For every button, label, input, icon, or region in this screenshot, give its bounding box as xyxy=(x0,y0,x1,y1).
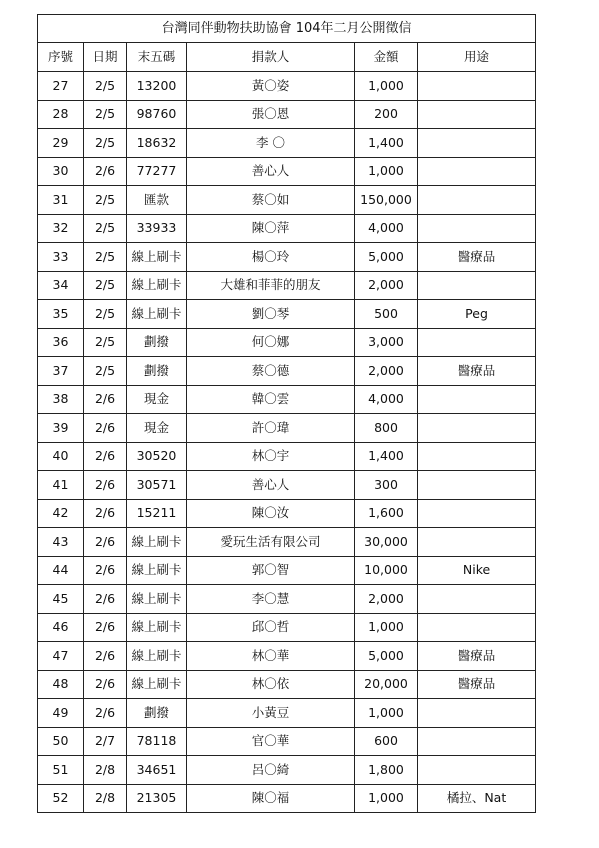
cell-purpose xyxy=(418,442,536,471)
cell-amount: 30,000 xyxy=(355,528,418,557)
cell-donor: 小黃豆 xyxy=(187,699,355,728)
cell-date: 2/6 xyxy=(84,528,127,557)
cell-seq: 38 xyxy=(38,385,84,414)
cell-seq: 52 xyxy=(38,784,84,813)
cell-seq: 27 xyxy=(38,72,84,101)
cell-donor: 郭〇智 xyxy=(187,556,355,585)
cell-amount: 1,000 xyxy=(355,157,418,186)
cell-date: 2/6 xyxy=(84,157,127,186)
cell-seq: 28 xyxy=(38,100,84,129)
cell-donor: 張〇恩 xyxy=(187,100,355,129)
cell-purpose: 橘拉、Nat xyxy=(418,784,536,813)
table-row xyxy=(38,414,536,443)
table-row xyxy=(38,784,536,813)
cell-code: 劃撥 xyxy=(127,699,187,728)
donation-ledger-sheet xyxy=(37,14,535,813)
cell-date: 2/5 xyxy=(84,271,127,300)
table-row xyxy=(38,72,536,101)
cell-seq: 43 xyxy=(38,528,84,557)
cell-seq: 48 xyxy=(38,670,84,699)
table-row xyxy=(38,613,536,642)
cell-date: 2/6 xyxy=(84,499,127,528)
cell-amount: 10,000 xyxy=(355,556,418,585)
cell-donor: 陳〇福 xyxy=(187,784,355,813)
cell-purpose xyxy=(418,100,536,129)
cell-donor: 陳〇汝 xyxy=(187,499,355,528)
cell-code: 線上刷卡 xyxy=(127,613,187,642)
table-row xyxy=(38,670,536,699)
cell-code: 33933 xyxy=(127,214,187,243)
table-row xyxy=(38,357,536,386)
cell-amount: 150,000 xyxy=(355,186,418,215)
cell-purpose xyxy=(418,186,536,215)
cell-code: 線上刷卡 xyxy=(127,585,187,614)
header-amount: 金額 xyxy=(355,43,418,72)
cell-seq: 37 xyxy=(38,357,84,386)
cell-date: 2/6 xyxy=(84,585,127,614)
cell-date: 2/6 xyxy=(84,699,127,728)
cell-date: 2/5 xyxy=(84,186,127,215)
cell-donor: 愛玩生活有限公司 xyxy=(187,528,355,557)
cell-amount: 500 xyxy=(355,300,418,329)
table-row xyxy=(38,300,536,329)
cell-code: 78118 xyxy=(127,727,187,756)
cell-donor: 蔡〇德 xyxy=(187,357,355,386)
cell-amount: 20,000 xyxy=(355,670,418,699)
cell-purpose xyxy=(418,756,536,785)
cell-purpose xyxy=(418,72,536,101)
cell-code: 線上刷卡 xyxy=(127,271,187,300)
cell-code: 15211 xyxy=(127,499,187,528)
cell-code: 現金 xyxy=(127,414,187,443)
cell-seq: 36 xyxy=(38,328,84,357)
table-row xyxy=(38,442,536,471)
cell-seq: 49 xyxy=(38,699,84,728)
table-row xyxy=(38,556,536,585)
cell-donor: 呂〇綺 xyxy=(187,756,355,785)
cell-donor: 劉〇琴 xyxy=(187,300,355,329)
cell-donor: 善心人 xyxy=(187,471,355,500)
cell-purpose xyxy=(418,699,536,728)
cell-donor: 李〇慧 xyxy=(187,585,355,614)
cell-code: 30520 xyxy=(127,442,187,471)
table-row xyxy=(38,756,536,785)
table-row xyxy=(38,642,536,671)
cell-amount: 1,400 xyxy=(355,129,418,158)
cell-amount: 1,800 xyxy=(355,756,418,785)
cell-date: 2/6 xyxy=(84,442,127,471)
table-row xyxy=(38,129,536,158)
cell-amount: 1,600 xyxy=(355,499,418,528)
header-purpose: 用途 xyxy=(418,43,536,72)
cell-amount: 1,000 xyxy=(355,613,418,642)
table-row xyxy=(38,528,536,557)
table-row xyxy=(38,471,536,500)
cell-donor: 陳〇萍 xyxy=(187,214,355,243)
header-code: 末五碼 xyxy=(127,43,187,72)
cell-date: 2/8 xyxy=(84,756,127,785)
table-row xyxy=(38,699,536,728)
cell-code: 劃撥 xyxy=(127,328,187,357)
cell-code: 劃撥 xyxy=(127,357,187,386)
cell-purpose: Nike xyxy=(418,556,536,585)
cell-purpose xyxy=(418,613,536,642)
table-row xyxy=(38,157,536,186)
table-row xyxy=(38,100,536,129)
cell-amount: 3,000 xyxy=(355,328,418,357)
cell-purpose xyxy=(418,129,536,158)
cell-purpose xyxy=(418,727,536,756)
cell-seq: 35 xyxy=(38,300,84,329)
cell-date: 2/5 xyxy=(84,129,127,158)
cell-code: 線上刷卡 xyxy=(127,528,187,557)
cell-amount: 1,000 xyxy=(355,72,418,101)
cell-date: 2/5 xyxy=(84,100,127,129)
donation-ledger-table xyxy=(37,14,536,813)
cell-amount: 1,000 xyxy=(355,699,418,728)
cell-seq: 47 xyxy=(38,642,84,671)
cell-donor: 林〇宇 xyxy=(187,442,355,471)
cell-amount: 800 xyxy=(355,414,418,443)
cell-date: 2/6 xyxy=(84,670,127,699)
cell-amount: 2,000 xyxy=(355,357,418,386)
title-row xyxy=(38,15,536,43)
table-row xyxy=(38,585,536,614)
cell-donor: 善心人 xyxy=(187,157,355,186)
cell-code: 現金 xyxy=(127,385,187,414)
table-row xyxy=(38,186,536,215)
cell-code: 13200 xyxy=(127,72,187,101)
cell-donor: 蔡〇如 xyxy=(187,186,355,215)
cell-seq: 40 xyxy=(38,442,84,471)
cell-amount: 2,000 xyxy=(355,585,418,614)
header-date: 日期 xyxy=(84,43,127,72)
cell-donor: 邱〇哲 xyxy=(187,613,355,642)
cell-date: 2/5 xyxy=(84,328,127,357)
cell-date: 2/5 xyxy=(84,72,127,101)
cell-donor: 許〇瑋 xyxy=(187,414,355,443)
cell-purpose xyxy=(418,471,536,500)
cell-purpose: 醫療品 xyxy=(418,243,536,272)
cell-donor: 何〇娜 xyxy=(187,328,355,357)
cell-seq: 51 xyxy=(38,756,84,785)
cell-date: 2/6 xyxy=(84,471,127,500)
cell-amount: 5,000 xyxy=(355,642,418,671)
cell-seq: 42 xyxy=(38,499,84,528)
cell-purpose: 醫療品 xyxy=(418,357,536,386)
table-row xyxy=(38,727,536,756)
cell-date: 2/7 xyxy=(84,727,127,756)
cell-seq: 29 xyxy=(38,129,84,158)
table-row xyxy=(38,243,536,272)
table-row xyxy=(38,385,536,414)
cell-seq: 30 xyxy=(38,157,84,186)
table-row xyxy=(38,499,536,528)
cell-date: 2/5 xyxy=(84,300,127,329)
cell-donor: 大雄和菲菲的朋友 xyxy=(187,271,355,300)
cell-date: 2/8 xyxy=(84,784,127,813)
cell-purpose: 醫療品 xyxy=(418,642,536,671)
header-donor: 捐款人 xyxy=(187,43,355,72)
cell-code: 線上刷卡 xyxy=(127,556,187,585)
cell-date: 2/6 xyxy=(84,613,127,642)
cell-seq: 33 xyxy=(38,243,84,272)
cell-date: 2/6 xyxy=(84,414,127,443)
cell-purpose xyxy=(418,157,536,186)
cell-code: 18632 xyxy=(127,129,187,158)
cell-amount: 4,000 xyxy=(355,214,418,243)
cell-amount: 600 xyxy=(355,727,418,756)
table-row xyxy=(38,271,536,300)
cell-seq: 34 xyxy=(38,271,84,300)
table-row xyxy=(38,328,536,357)
cell-purpose xyxy=(418,271,536,300)
cell-donor: 李 〇 xyxy=(187,129,355,158)
cell-donor: 黃〇姿 xyxy=(187,72,355,101)
cell-amount: 300 xyxy=(355,471,418,500)
cell-purpose: Peg xyxy=(418,300,536,329)
cell-purpose xyxy=(418,585,536,614)
cell-code: 77277 xyxy=(127,157,187,186)
cell-amount: 4,000 xyxy=(355,385,418,414)
cell-seq: 44 xyxy=(38,556,84,585)
cell-date: 2/5 xyxy=(84,214,127,243)
cell-amount: 1,000 xyxy=(355,784,418,813)
document-title: 台灣同伴動物扶助協會 104年二月公開徵信 xyxy=(38,15,536,43)
cell-seq: 39 xyxy=(38,414,84,443)
cell-code: 匯款 xyxy=(127,186,187,215)
cell-code: 線上刷卡 xyxy=(127,670,187,699)
cell-seq: 45 xyxy=(38,585,84,614)
table-row xyxy=(38,214,536,243)
cell-seq: 32 xyxy=(38,214,84,243)
cell-amount: 1,400 xyxy=(355,442,418,471)
cell-date: 2/6 xyxy=(84,642,127,671)
cell-amount: 2,000 xyxy=(355,271,418,300)
cell-date: 2/5 xyxy=(84,357,127,386)
cell-code: 線上刷卡 xyxy=(127,243,187,272)
cell-purpose xyxy=(418,499,536,528)
header-row xyxy=(38,43,536,72)
cell-seq: 41 xyxy=(38,471,84,500)
cell-purpose xyxy=(418,385,536,414)
cell-code: 98760 xyxy=(127,100,187,129)
cell-purpose xyxy=(418,328,536,357)
cell-purpose xyxy=(418,414,536,443)
cell-amount: 200 xyxy=(355,100,418,129)
cell-amount: 5,000 xyxy=(355,243,418,272)
cell-date: 2/6 xyxy=(84,385,127,414)
cell-code: 線上刷卡 xyxy=(127,642,187,671)
cell-date: 2/6 xyxy=(84,556,127,585)
cell-donor: 官〇華 xyxy=(187,727,355,756)
header-seq: 序號 xyxy=(38,43,84,72)
cell-donor: 林〇華 xyxy=(187,642,355,671)
cell-donor: 林〇依 xyxy=(187,670,355,699)
cell-code: 21305 xyxy=(127,784,187,813)
cell-seq: 46 xyxy=(38,613,84,642)
cell-donor: 韓〇雲 xyxy=(187,385,355,414)
cell-date: 2/5 xyxy=(84,243,127,272)
cell-code: 34651 xyxy=(127,756,187,785)
cell-purpose: 醫療品 xyxy=(418,670,536,699)
cell-purpose xyxy=(418,214,536,243)
cell-code: 30571 xyxy=(127,471,187,500)
cell-donor: 楊〇玲 xyxy=(187,243,355,272)
cell-purpose xyxy=(418,528,536,557)
cell-seq: 31 xyxy=(38,186,84,215)
cell-code: 線上刷卡 xyxy=(127,300,187,329)
cell-seq: 50 xyxy=(38,727,84,756)
